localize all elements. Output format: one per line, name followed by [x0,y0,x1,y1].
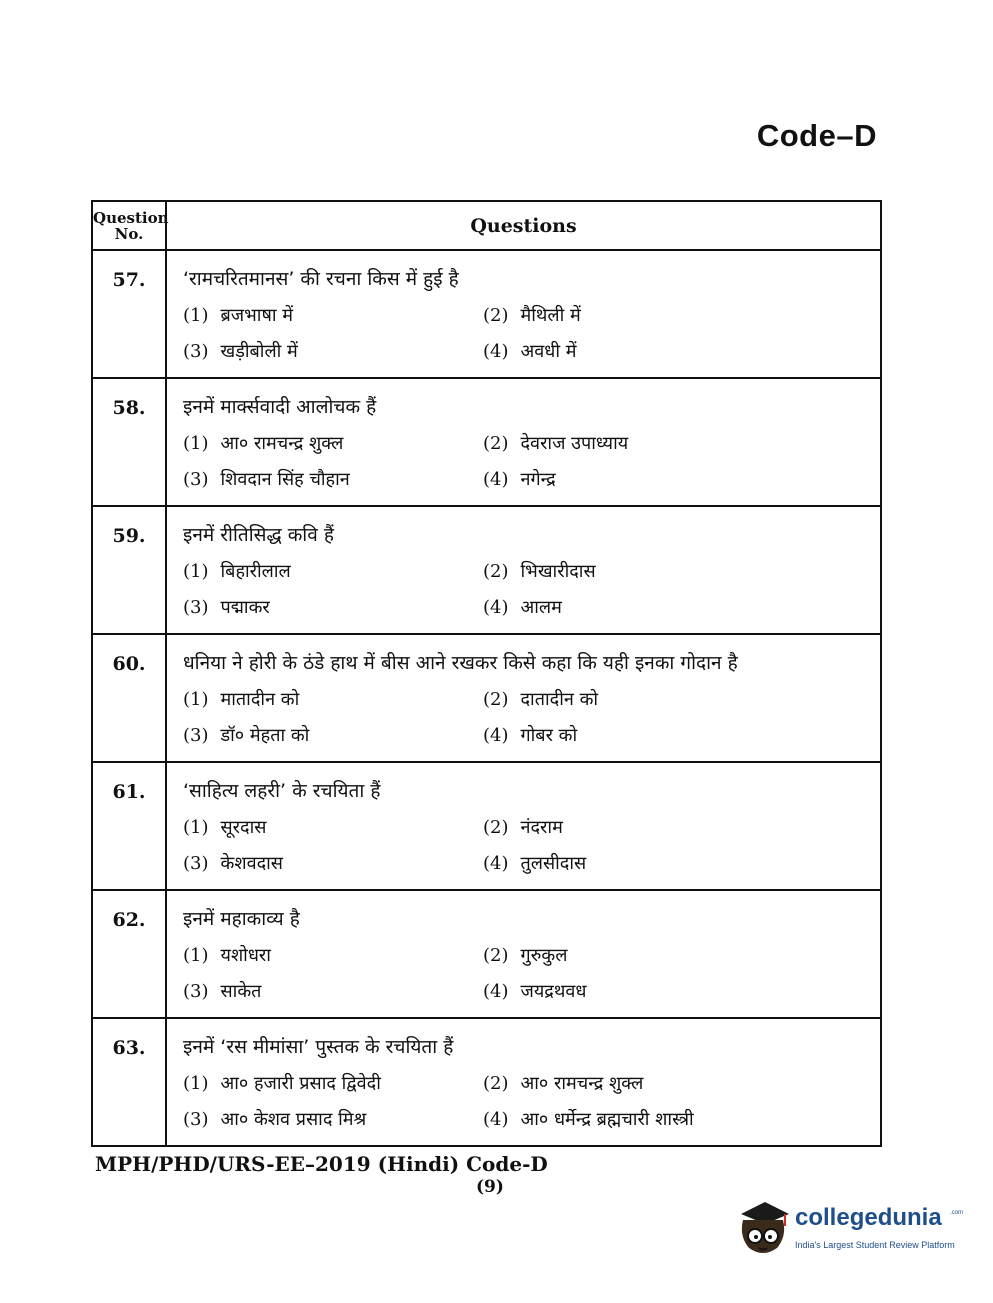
answer-option [483,723,783,747]
option-number: (1) [183,305,209,327]
answer-option [183,943,483,967]
option-number: (4) [483,725,509,747]
option-text: शिवदान सिंह चौहान [220,469,350,491]
option-text: ब्रजभाषा में [220,305,294,327]
option-number: (3) [183,725,209,747]
answer-option [483,595,783,619]
option-number: (3) [183,1109,209,1130]
options-grid [183,815,870,875]
option-number: (4) [483,981,509,1003]
question-stem: ‘साहित्य लहरी’ के रचयिता हैं [183,780,381,803]
option-text: तुलसीदास [520,853,587,875]
question-number: 58. [92,378,166,506]
option-number: (4) [483,597,509,619]
option-text: आ० केशव प्रसाद मिश्र [220,1109,367,1130]
question-content [166,378,881,506]
question-stem: इनमें ‘रस मीमांसा’ पुस्तक के रचयिता हैं [183,1036,454,1058]
option-text: मैथिली में [520,305,581,327]
question-stem: इनमें मार्क्सवादी आलोचक हैं [183,396,377,419]
question-number: 57. [92,250,166,378]
answer-option [183,559,483,583]
answer-option [483,851,783,875]
option-number: (3) [183,981,209,1003]
question-content [166,1018,881,1146]
question-row [92,890,881,1018]
option-text: आ० हजारी प्रसाद द्विवेदी [220,1073,381,1094]
collegedunia-logo [735,1196,965,1258]
options-grid [183,687,870,747]
option-text: साकेत [220,981,262,1003]
answer-option [483,339,783,363]
option-number: (4) [483,341,509,363]
question-content [166,890,881,1018]
question-row [92,506,881,634]
question-content [166,762,881,890]
question-number: 60. [92,634,166,762]
options-grid [183,943,870,1003]
mascot-icon [735,1196,791,1258]
option-text: नंदराम [520,817,563,839]
options-grid [183,303,870,363]
question-content [166,506,881,634]
answer-option [183,1107,483,1131]
option-text: आ० धर्मेन्द्र ब्रह्मचारी शास्त्री [520,1109,694,1130]
answer-option [483,467,783,491]
answer-option [183,979,483,1003]
page-number: (9) [476,1177,504,1197]
option-text: गोबर को [520,725,578,747]
logo-name: collegedunia [795,1204,942,1231]
option-number: (1) [183,433,209,455]
answer-option [483,1107,783,1131]
option-number: (1) [183,1073,209,1094]
answer-option [483,1071,783,1095]
footer-paper-code: MPH/PHD/URS-EE–2019 (Hindi) Code-D [95,1152,548,1176]
option-text: आलम [520,597,562,619]
option-number: (2) [483,817,509,839]
option-number: (4) [483,469,509,491]
answer-option [183,851,483,875]
option-number: (1) [183,945,209,967]
question-row [92,1018,881,1146]
option-text: भिखारीदास [520,561,596,583]
question-stem: इनमें रीतिसिद्ध कवि हैं [183,524,334,547]
question-number: 62. [92,890,166,1018]
option-text: पद्माकर [220,597,270,619]
answer-option [183,723,483,747]
option-number: (3) [183,597,209,619]
answer-option [483,687,783,711]
option-number: (1) [183,817,209,839]
answer-option [183,339,483,363]
option-number: (4) [483,1109,509,1130]
option-text: दातादीन को [520,689,599,711]
options-grid [183,559,870,619]
question-row [92,634,881,762]
options-grid [183,1071,870,1131]
question-content [166,634,881,762]
option-text: अवधी में [520,341,577,363]
answer-option [483,943,783,967]
option-number: (2) [483,433,509,455]
option-number: (2) [483,1073,509,1094]
question-number: 61. [92,762,166,890]
option-text: जयद्रथवध [520,981,587,1003]
answer-option [483,431,783,455]
answer-option [483,303,783,327]
question-stem: धनिया ने होरी के ठंडे हाथ में बीस आने रखकर किसे कहा कि यही इनका गोदान है [183,652,738,675]
option-number: (1) [183,561,209,583]
questions-header: Questions [166,201,881,250]
option-number: (2) [483,305,509,327]
question-number-header-line1: Question [93,208,169,227]
answer-option [183,431,483,455]
questions-table [91,200,882,1147]
option-number: (3) [183,341,209,363]
logo-tagline: India's Largest Student Review Platform [795,1240,955,1250]
option-number: (2) [483,945,509,967]
answer-option [183,303,483,327]
question-row [92,378,881,506]
option-number: (2) [483,561,509,583]
question-number: 63. [92,1018,166,1146]
option-text: गुरुकुल [520,945,568,967]
answer-option [483,815,783,839]
option-number: (4) [483,853,509,875]
question-number: 59. [92,506,166,634]
option-text: नगेन्द्र [520,469,556,491]
question-stem: इनमें महाकाव्य है [183,908,300,931]
option-text: डॉ० मेहता को [220,725,310,747]
paper-code: Code–D [756,118,877,153]
option-number: (2) [483,689,509,711]
option-text: सूरदास [220,817,267,839]
option-number: (3) [183,853,209,875]
question-row [92,762,881,890]
option-text: मातादीन को [220,689,300,711]
question-stem: ‘रामचरितमानस’ की रचना किस में हुई है [183,268,459,291]
option-text: यशोधरा [220,945,271,967]
option-number: (3) [183,469,209,491]
option-text: आ० रामचन्द्र शुक्ल [520,1073,644,1094]
answer-option [483,559,783,583]
options-grid [183,431,870,491]
option-number: (1) [183,689,209,711]
answer-option [183,595,483,619]
logo-suffix: .com [950,1210,964,1216]
option-text: देवराज उपाध्याय [520,433,629,455]
question-content [166,250,881,378]
question-row [92,250,881,378]
answer-option [183,1071,483,1095]
answer-option [483,979,783,1003]
answer-option [183,467,483,491]
option-text: आ० रामचन्द्र शुक्ल [220,433,344,455]
answer-option [183,815,483,839]
table-header-row [92,201,881,250]
question-number-header-line2: No. [114,224,144,243]
option-text: खड़ीबोली में [220,341,298,363]
option-text: बिहारीलाल [220,561,291,583]
question-number-header [92,201,169,250]
option-text: केशवदास [220,853,283,875]
answer-option [183,687,483,711]
